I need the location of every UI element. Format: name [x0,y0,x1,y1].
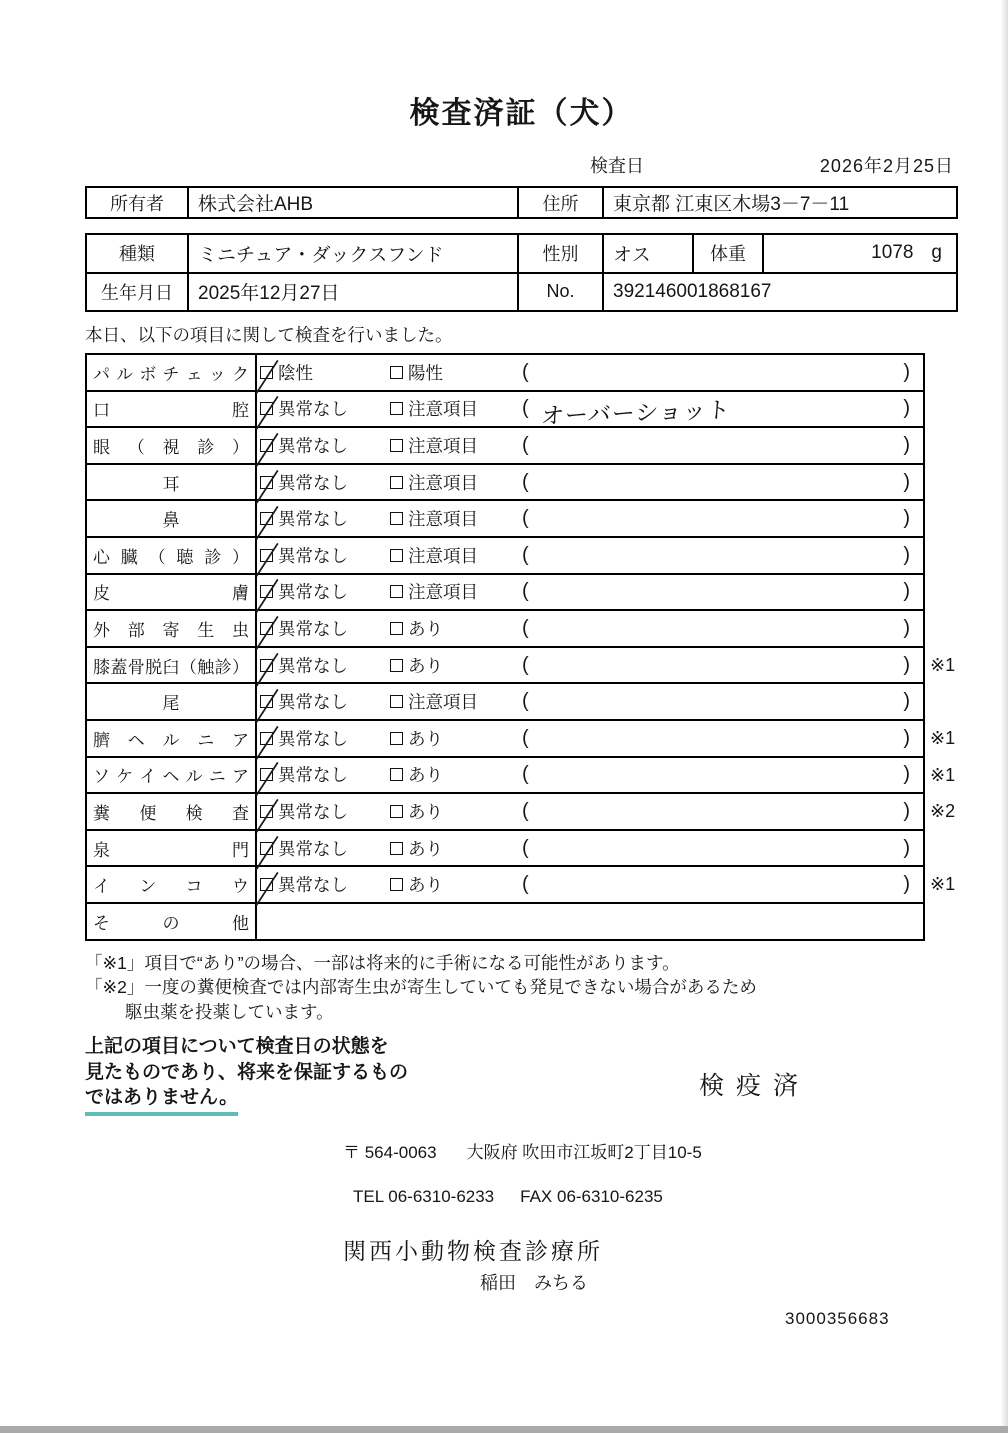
checklist-row [87,865,956,902]
paren-open: ( [522,507,529,530]
checklist-option-1 [257,721,387,756]
checklist-option-2 [387,648,517,683]
owner-value: 株式会社AHB [187,188,517,217]
checklist-row [87,536,923,573]
paren-open: ( [522,726,529,749]
handwritten-note [529,585,903,598]
checklist-note-field [517,538,923,573]
intro-text: 本日、以下の項目に関して検査を行いました。 [85,325,453,345]
checklist-row [87,390,923,430]
footnote-2: 「※2」一度の糞便検査では内部寄生虫が寄生していても発見できない場合があるため [85,977,757,997]
pet-info-row-2 [87,272,956,311]
birthdate-label: 生年月日 [101,282,173,303]
page-title: 検査済証（犬） [409,97,634,130]
paren-close: ) [903,543,910,566]
clinic-phone-line [353,1187,958,1207]
checklist-row [87,682,923,719]
paren-open: ( [522,873,529,896]
checklist-option-1 [257,538,387,573]
paren-close: ) [903,799,910,822]
handwritten-note [529,366,903,379]
checkbox-label: 異常なし [278,582,348,603]
checklist-item-label: 泉 門 [87,831,257,866]
paren-close: ) [903,873,910,896]
checkbox[interactable] [260,585,273,598]
footnote-1: 「※1」項目で“あり”の場合、一部は将来的に手術になる可能性があります。 [85,952,680,973]
checklist-row [87,573,923,610]
paren-close: ) [903,763,910,786]
checklist-note-field [517,428,923,463]
checkbox[interactable] [260,805,273,818]
paren-open: ( [522,470,529,493]
checklist-row [87,829,923,866]
checkbox[interactable] [390,476,403,489]
paren-close: ) [903,726,910,749]
handwritten-note [529,695,903,708]
checklist-option-1 [257,611,387,646]
checkbox-label: 注意項目 [408,509,478,530]
checklist-row [87,719,956,756]
checkbox-label: あり [408,618,443,639]
inspection-date-row [85,152,958,176]
remark-mark: ※2 [930,801,956,822]
checkbox-label: 注意項目 [408,692,478,713]
checkbox[interactable] [260,512,273,525]
checklist-option-1 [257,465,387,500]
handwritten-note [529,805,903,818]
checkbox[interactable] [390,585,403,598]
certificate-document [85,0,958,1329]
checklist-item-label: 糞 便 検 査 [87,794,257,829]
checklist-option-2 [387,867,517,902]
checklist-option-1 [257,794,387,829]
checkbox-label: 注意項目 [408,582,478,603]
paren-open: ( [522,433,529,456]
checkbox[interactable] [260,842,273,855]
paren-open: ( [522,397,529,420]
weight-cell [762,235,956,272]
paren-open: ( [522,763,529,786]
checklist-option-1 [257,648,387,683]
checkbox[interactable] [260,768,273,781]
checkbox-label: 注意項目 [408,435,478,456]
checklist-row [87,426,923,463]
checkbox[interactable] [390,768,403,781]
checklist-option-1 [257,575,387,610]
checkbox[interactable] [390,366,403,379]
checklist-option-1 [257,831,387,866]
checklist-option-2 [387,538,517,573]
checklist-option-1 [257,867,387,902]
checkbox-label: 異常なし [278,765,348,786]
checkbox-label: 異常なし [278,435,348,456]
checkbox[interactable] [390,878,403,891]
checklist-option-2 [387,465,517,500]
checkbox[interactable] [390,402,403,415]
checklist-item-label: 皮 膚 [87,575,257,610]
owner-label: 所有者 [110,193,164,214]
checkbox-label: 異常なし [278,655,348,676]
footnote-2-continued: 駆虫薬を投薬しています。 [125,1001,334,1022]
checkbox-label: 異常なし [278,875,348,896]
paren-close: ) [903,653,910,676]
checkbox[interactable] [260,439,273,452]
fax-number: FAX 06-6310-6235 [520,1187,663,1206]
breed-value: ミニチュア・ダックスフンド [187,235,517,272]
checklist-note-field [517,867,923,902]
checklist-item-label: 尾 [87,684,257,719]
checklist-row [87,646,956,683]
scan-edge-right [1000,0,1008,1433]
scan-edge-bottom [0,1426,1008,1433]
checklist-row [87,792,956,829]
handwritten-note [529,732,903,745]
checklist-option-2 [387,611,517,646]
checkbox-label: 異常なし [278,545,348,566]
teal-marker-underline: ではありません。 [85,1085,238,1116]
checklist-row [87,463,923,500]
checkbox[interactable] [390,695,403,708]
paren-close: ) [903,616,910,639]
paren-close: ) [903,836,910,859]
paren-open: ( [522,799,529,822]
checklist-option-2 [387,355,517,390]
checklist-note-field [517,501,923,536]
checkbox[interactable] [390,512,403,525]
checklist-item-label: 心 臓 （ 聴 診 ） [87,538,257,573]
checkbox-label: あり [408,765,443,786]
checklist-row [87,355,923,390]
checklist-item-label: 口 腔 [87,392,257,427]
checklist-item-label: 耳 [87,465,257,500]
disclaimer-line-3 [85,1085,958,1116]
checklist-note-field [517,904,923,939]
checklist-item-label: そ の 他 [87,904,257,939]
checkbox[interactable] [260,476,273,489]
paren-close: ) [903,397,910,420]
checkbox-label: 異常なし [278,692,348,713]
sex-value: オス [602,235,692,272]
paren-open: ( [522,690,529,713]
checklist-option-2 [387,758,517,793]
checklist-note-field [517,758,923,793]
checkbox-label: あり [408,801,443,822]
handwritten-note: オーバーショット [539,396,732,430]
checklist-note-field [517,611,923,646]
paren-close: ) [903,470,910,493]
checklist-option-2 [387,575,517,610]
birthdate-value: 2025年12月27日 [187,274,517,311]
checklist-note-field [517,721,923,756]
weight-unit: g [931,242,942,264]
checklist-option-2 [387,501,517,536]
footnotes [85,951,958,1025]
checklist-table [85,353,956,941]
paren-open: ( [522,653,529,676]
checkbox-label: 異常なし [278,801,348,822]
remark-mark: ※1 [930,764,956,785]
weight-value: 1078 [871,242,914,264]
paren-open: ( [522,616,529,639]
checklist-option-1 [257,428,387,463]
checklist-note-field [517,684,923,719]
disclaimer-line-1: 上記の項目について検査日の状態を [85,1036,389,1057]
remark-mark: ※1 [930,727,956,748]
checklist-option-2 [387,904,517,939]
paren-open: ( [522,836,529,859]
checkbox[interactable] [390,549,403,562]
veterinarian-name: 稲田 みちる [480,1273,588,1293]
inspection-date-value: 2026年2月25日 [819,156,954,176]
checklist-option-1 [257,501,387,536]
paren-open: ( [522,360,529,383]
no-label: No. [517,274,602,311]
checkbox-label: あり [408,838,443,859]
checkbox-label: あり [408,875,443,896]
checkbox[interactable] [390,805,403,818]
checklist-note-field [517,794,923,829]
checklist-option-1 [257,684,387,719]
address-value: 東京都 江東区木場3－7－11 [602,188,956,217]
checklist-option-1 [257,758,387,793]
checklist-item-label: ソ ケ イ ヘ ル ニ ア [87,758,257,793]
handwritten-note [529,622,903,635]
checklist-item-label: イ ン コ ウ [87,867,257,902]
checkbox-label: 注意項目 [408,399,478,420]
checklist-item-label: 眼 （ 視 診 ） [87,428,257,463]
remark-mark: ※1 [930,654,956,675]
no-value: 392146001868167 [602,274,956,311]
checklist-note-field [517,575,923,610]
checklist-item-label: 鼻 [87,501,257,536]
checklist-option-2 [387,684,517,719]
checklist-note-field [517,465,923,500]
handwritten-note [529,659,903,672]
paren-close: ) [903,360,910,383]
checklist-option-1 [257,355,387,390]
quarantine-passed-stamp: 検疫済 [698,1072,810,1100]
sex-label: 性別 [517,235,602,272]
checklist-item-label: 膝 蓋 骨 脱 臼 （ 触 診 ） [87,648,257,683]
paren-open: ( [522,543,529,566]
checklist-row [87,902,923,939]
checklist-note-field [517,648,923,683]
pet-info-row-1 [87,235,956,272]
weight-label: 体重 [692,235,762,272]
checkbox[interactable] [260,659,273,672]
checklist-row [87,756,956,793]
handwritten-note [529,439,903,452]
checklist-item-label: 臍 ヘ ル ニ ア [87,721,257,756]
checklist-option-2 [387,794,517,829]
checkbox[interactable] [260,366,273,379]
checkbox[interactable] [260,695,273,708]
checkbox[interactable] [260,878,273,891]
checkbox[interactable] [260,622,273,635]
checkbox-label: 注意項目 [408,545,478,566]
remark-mark: ※1 [930,874,956,895]
checkbox-label: 異常なし [278,618,348,639]
checklist-option-2 [387,392,517,427]
handwritten-note [529,512,903,525]
checklist-option-2 [387,428,517,463]
paren-close: ) [903,690,910,713]
checkbox[interactable] [390,659,403,672]
checklist-option-2 [387,831,517,866]
checkbox-label: あり [408,728,443,749]
paren-close: ) [903,433,910,456]
disclaimer-section [85,1034,958,1126]
handwritten-note [529,841,903,854]
inspection-date-label: 検査日 [590,156,644,176]
checkbox-label: 異常なし [278,838,348,859]
checklist-option-1 [257,392,387,427]
checklist-note-field [517,392,923,430]
handwritten-note [522,914,910,928]
owner-table [85,186,958,219]
clinic-name: 関西小動物検査診療所 [343,1238,603,1264]
serial-number: 3000356683 [785,1309,890,1328]
clinic-postal-line [343,1138,958,1163]
checklist-row [87,499,923,536]
checkbox[interactable] [390,732,403,745]
checkbox[interactable] [390,439,403,452]
checkbox-label: 異常なし [278,728,348,749]
checkbox-label: 注意項目 [408,472,478,493]
checkbox[interactable] [390,842,403,855]
checkbox-label: 異常なし [278,472,348,493]
checkbox[interactable] [260,732,273,745]
checkbox[interactable] [260,549,273,562]
clinic-address: 大阪府 吹田市江坂町2丁目10-5 [466,1143,702,1162]
checklist-item-label: 外 部 寄 生 虫 [87,611,257,646]
checkbox-label: 異常なし [278,509,348,530]
checklist-note-field [517,831,923,866]
checklist-option-1 [257,904,387,939]
checkbox-label: 異常なし [278,399,348,420]
checklist-option-2 [387,721,517,756]
checkbox-label: あり [408,655,443,676]
checklist-note-field [517,355,923,390]
tel-number: TEL 06-6310-6233 [353,1187,495,1206]
postal-code: 〒 564-0063 [343,1143,437,1162]
handwritten-note [529,549,903,562]
checklist-row [87,609,923,646]
checkbox[interactable] [390,622,403,635]
checkbox[interactable] [260,402,273,415]
disclaimer-text [85,1034,958,1116]
disclaimer-line-2: 見たものであり、将来を保証するもの [85,1061,409,1083]
address-label: 住所 [517,188,602,217]
checkbox-label: 陰性 [278,362,313,383]
checklist-item-label: パ ル ボ チ ェ ッ ク [87,355,257,390]
checkbox-label: 陽性 [408,362,443,383]
pet-info-table [85,233,958,312]
handwritten-note [529,476,903,489]
handwritten-note [529,768,903,781]
handwritten-note [529,878,903,891]
paren-close: ) [903,507,910,530]
breed-label: 種類 [119,244,155,265]
paren-close: ) [903,580,910,603]
paren-open: ( [522,580,529,603]
